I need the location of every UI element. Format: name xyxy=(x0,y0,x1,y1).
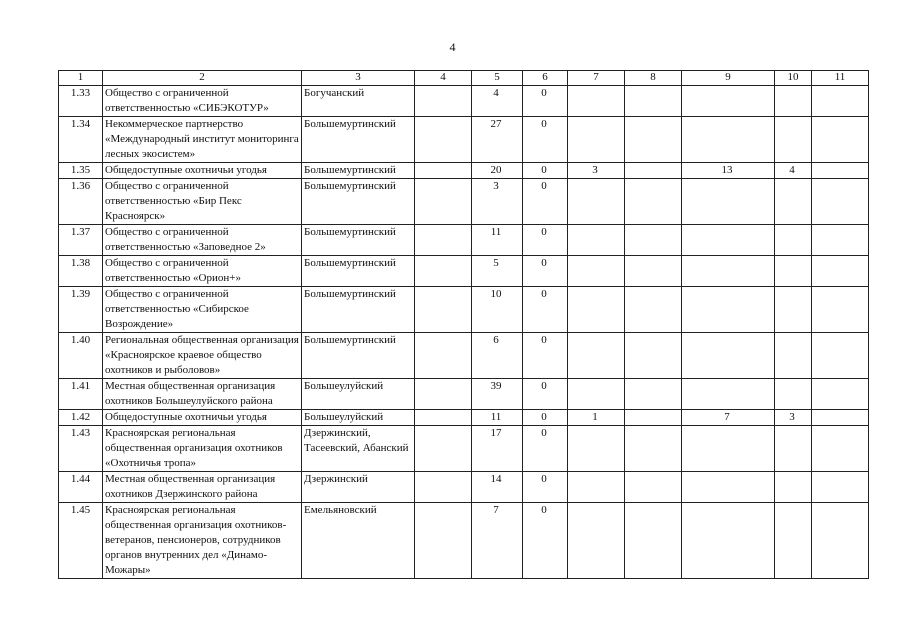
table-row xyxy=(59,410,869,426)
table-row xyxy=(59,225,869,256)
table-row xyxy=(59,256,869,287)
table-cell-col-1: 1.45 xyxy=(59,503,103,579)
table-cell-col-11 xyxy=(812,225,869,256)
table-cell-col-7 xyxy=(568,333,625,379)
table-cell-col-6: 0 xyxy=(523,426,568,472)
table-cell-col-1: 1.35 xyxy=(59,163,103,179)
table-cell-col-1: 1.42 xyxy=(59,410,103,426)
table-cell-col-7 xyxy=(568,426,625,472)
table-cell-col-1: 1.40 xyxy=(59,333,103,379)
table-cell-col-8 xyxy=(625,472,682,503)
table-cell-col-2: Общество с ограниченной ответственностью «Орион+» xyxy=(103,256,302,287)
table-cell-col-1: 1.37 xyxy=(59,225,103,256)
table-cell-col-3: Дзержинский xyxy=(302,472,415,503)
table-cell-col-2: Общество с ограниченной ответственностью «Бир Пекс Красноярск» xyxy=(103,179,302,225)
column-header-6: 6 xyxy=(523,71,568,86)
table-cell-col-10 xyxy=(775,86,812,117)
table-cell-col-3: Емельяновский xyxy=(302,503,415,579)
table-cell-col-4 xyxy=(415,179,472,225)
table-row xyxy=(59,179,869,225)
table-cell-col-6: 0 xyxy=(523,287,568,333)
table-cell-col-9 xyxy=(682,117,775,163)
table-cell-col-1: 1.36 xyxy=(59,179,103,225)
table-cell-col-2: Некоммерческое партнерство «Международный институт мониторинга лесных экосистем» xyxy=(103,117,302,163)
table-cell-col-2: Красноярская региональная общественная организация охотников «Охотничья тропа» xyxy=(103,426,302,472)
table-cell-col-4 xyxy=(415,410,472,426)
table-cell-col-7 xyxy=(568,225,625,256)
table-cell-col-1: 1.44 xyxy=(59,472,103,503)
table-cell-col-11 xyxy=(812,472,869,503)
table-cell-col-10 xyxy=(775,117,812,163)
table-cell-col-7 xyxy=(568,256,625,287)
table-cell-col-9 xyxy=(682,379,775,410)
table-cell-col-10 xyxy=(775,225,812,256)
table-cell-col-3: Большемуртинский xyxy=(302,287,415,333)
table-cell-col-8 xyxy=(625,333,682,379)
table-cell-col-6: 0 xyxy=(523,225,568,256)
table-cell-col-5: 6 xyxy=(472,333,523,379)
table-cell-col-8 xyxy=(625,503,682,579)
table-cell-col-9: 7 xyxy=(682,410,775,426)
table-cell-col-10 xyxy=(775,333,812,379)
table-cell-col-10 xyxy=(775,287,812,333)
table-row xyxy=(59,287,869,333)
column-header-row xyxy=(59,71,869,86)
table-body xyxy=(59,86,869,579)
table-cell-col-10: 4 xyxy=(775,163,812,179)
table-row xyxy=(59,426,869,472)
table-row xyxy=(59,503,869,579)
table-cell-col-5: 11 xyxy=(472,225,523,256)
table-cell-col-6: 0 xyxy=(523,503,568,579)
table-cell-col-7 xyxy=(568,117,625,163)
table-cell-col-5: 27 xyxy=(472,117,523,163)
table-cell-col-3: Дзержинский, Тасеевский, Абанский xyxy=(302,426,415,472)
table-cell-col-5: 11 xyxy=(472,410,523,426)
table-cell-col-9 xyxy=(682,256,775,287)
table-cell-col-2: Местная общественная организация охотников Большеулуйского района xyxy=(103,379,302,410)
table-cell-col-6: 0 xyxy=(523,117,568,163)
column-header-3: 3 xyxy=(302,71,415,86)
column-header-2: 2 xyxy=(103,71,302,86)
table-cell-col-11 xyxy=(812,256,869,287)
table-cell-col-5: 10 xyxy=(472,287,523,333)
table-cell-col-6: 0 xyxy=(523,410,568,426)
table-cell-col-6: 0 xyxy=(523,179,568,225)
table-cell-col-5: 39 xyxy=(472,379,523,410)
table-cell-col-4 xyxy=(415,225,472,256)
column-header-7: 7 xyxy=(568,71,625,86)
table-cell-col-7: 3 xyxy=(568,163,625,179)
table-cell-col-9 xyxy=(682,333,775,379)
table-cell-col-9 xyxy=(682,86,775,117)
table-cell-col-10 xyxy=(775,179,812,225)
table-cell-col-3: Большеулуйский xyxy=(302,379,415,410)
table-cell-col-5: 7 xyxy=(472,503,523,579)
table-cell-col-5: 17 xyxy=(472,426,523,472)
table-cell-col-8 xyxy=(625,86,682,117)
table-cell-col-3: Большемуртинский xyxy=(302,179,415,225)
table-cell-col-5: 5 xyxy=(472,256,523,287)
column-header-1: 1 xyxy=(59,71,103,86)
table-cell-col-6: 0 xyxy=(523,379,568,410)
table-cell-col-6: 0 xyxy=(523,333,568,379)
table-row xyxy=(59,117,869,163)
table-cell-col-4 xyxy=(415,426,472,472)
table-cell-col-1: 1.43 xyxy=(59,426,103,472)
table-cell-col-8 xyxy=(625,163,682,179)
table-cell-col-10 xyxy=(775,472,812,503)
table-cell-col-1: 1.39 xyxy=(59,287,103,333)
table-cell-col-3: Большемуртинский xyxy=(302,225,415,256)
table-cell-col-7 xyxy=(568,503,625,579)
table-cell-col-1: 1.33 xyxy=(59,86,103,117)
table-cell-col-4 xyxy=(415,163,472,179)
table-cell-col-11 xyxy=(812,333,869,379)
table-cell-col-11 xyxy=(812,163,869,179)
table-cell-col-8 xyxy=(625,117,682,163)
table-cell-col-6: 0 xyxy=(523,86,568,117)
table-cell-col-2: Местная общественная организация охотников Дзержинского района xyxy=(103,472,302,503)
table-cell-col-5: 14 xyxy=(472,472,523,503)
column-header-9: 9 xyxy=(682,71,775,86)
table-cell-col-5: 4 xyxy=(472,86,523,117)
table-cell-col-7 xyxy=(568,86,625,117)
table-cell-col-7 xyxy=(568,379,625,410)
table-cell-col-11 xyxy=(812,86,869,117)
table-cell-col-7 xyxy=(568,472,625,503)
table-cell-col-3: Большемуртинский xyxy=(302,117,415,163)
table-cell-col-4 xyxy=(415,86,472,117)
table-cell-col-4 xyxy=(415,287,472,333)
table-cell-col-10 xyxy=(775,379,812,410)
page-number: 4 xyxy=(449,40,456,54)
table-cell-col-2: Общедоступные охотничьи угодья xyxy=(103,163,302,179)
table-row xyxy=(59,86,869,117)
column-header-4: 4 xyxy=(415,71,472,86)
table-row xyxy=(59,379,869,410)
table-cell-col-4 xyxy=(415,379,472,410)
table-row xyxy=(59,163,869,179)
table-cell-col-11 xyxy=(812,426,869,472)
table-cell-col-2: Региональная общественная организация «Красноярское краевое общество охотников и рыболовов» xyxy=(103,333,302,379)
table-cell-col-8 xyxy=(625,287,682,333)
table-cell-col-4 xyxy=(415,117,472,163)
table-cell-col-9 xyxy=(682,426,775,472)
table-cell-col-4 xyxy=(415,256,472,287)
table-cell-col-6: 0 xyxy=(523,163,568,179)
table-cell-col-2: Общество с ограниченной ответственностью «Заповедное 2» xyxy=(103,225,302,256)
table-cell-col-8 xyxy=(625,410,682,426)
table-cell-col-8 xyxy=(625,426,682,472)
table-cell-col-9: 13 xyxy=(682,163,775,179)
table-cell-col-10 xyxy=(775,503,812,579)
table-cell-col-11 xyxy=(812,287,869,333)
table-cell-col-9 xyxy=(682,287,775,333)
table-cell-col-2: Общество с ограниченной ответственностью «Сибирское Возрождение» xyxy=(103,287,302,333)
table-cell-col-3: Большеулуйский xyxy=(302,410,415,426)
table-cell-col-9 xyxy=(682,503,775,579)
table-cell-col-1: 1.38 xyxy=(59,256,103,287)
column-header-5: 5 xyxy=(472,71,523,86)
table-cell-col-8 xyxy=(625,179,682,225)
table-row xyxy=(59,333,869,379)
table-cell-col-7 xyxy=(568,287,625,333)
table-cell-col-5: 20 xyxy=(472,163,523,179)
table-cell-col-3: Большемуртинский xyxy=(302,333,415,379)
table-cell-col-11 xyxy=(812,410,869,426)
table-cell-col-2: Красноярская региональная общественная организация охотников-ветеранов, пенсионеров, сотрудников органов внутренних дел «Динамо-Можары» xyxy=(103,503,302,579)
table-cell-col-1: 1.34 xyxy=(59,117,103,163)
table-cell-col-2: Общество с ограниченной ответственностью «СИБЭКОТУР» xyxy=(103,86,302,117)
table-cell-col-11 xyxy=(812,379,869,410)
table-cell-col-3: Большемуртинский xyxy=(302,163,415,179)
table-cell-col-4 xyxy=(415,472,472,503)
table-cell-col-7: 1 xyxy=(568,410,625,426)
column-header-11: 11 xyxy=(812,71,869,86)
table-cell-col-4 xyxy=(415,333,472,379)
table-cell-col-7 xyxy=(568,179,625,225)
table-cell-col-11 xyxy=(812,117,869,163)
table-cell-col-8 xyxy=(625,379,682,410)
table-cell-col-3: Большемуртинский xyxy=(302,256,415,287)
table-cell-col-10: 3 xyxy=(775,410,812,426)
column-header-10: 10 xyxy=(775,71,812,86)
table-cell-col-2: Общедоступные охотничьи угодья xyxy=(103,410,302,426)
table-cell-col-5: 3 xyxy=(472,179,523,225)
table-cell-col-8 xyxy=(625,225,682,256)
table-cell-col-8 xyxy=(625,256,682,287)
table-cell-col-11 xyxy=(812,503,869,579)
column-header-8: 8 xyxy=(625,71,682,86)
table-cell-col-6: 0 xyxy=(523,472,568,503)
table-row xyxy=(59,472,869,503)
table-cell-col-11 xyxy=(812,179,869,225)
table-cell-col-10 xyxy=(775,256,812,287)
table-cell-col-3: Богучанский xyxy=(302,86,415,117)
table-cell-col-9 xyxy=(682,472,775,503)
table-cell-col-1: 1.41 xyxy=(59,379,103,410)
table-cell-col-9 xyxy=(682,225,775,256)
hunting-grounds-table xyxy=(58,70,869,579)
table-cell-col-10 xyxy=(775,426,812,472)
table-cell-col-6: 0 xyxy=(523,256,568,287)
table-cell-col-4 xyxy=(415,503,472,579)
table-cell-col-9 xyxy=(682,179,775,225)
